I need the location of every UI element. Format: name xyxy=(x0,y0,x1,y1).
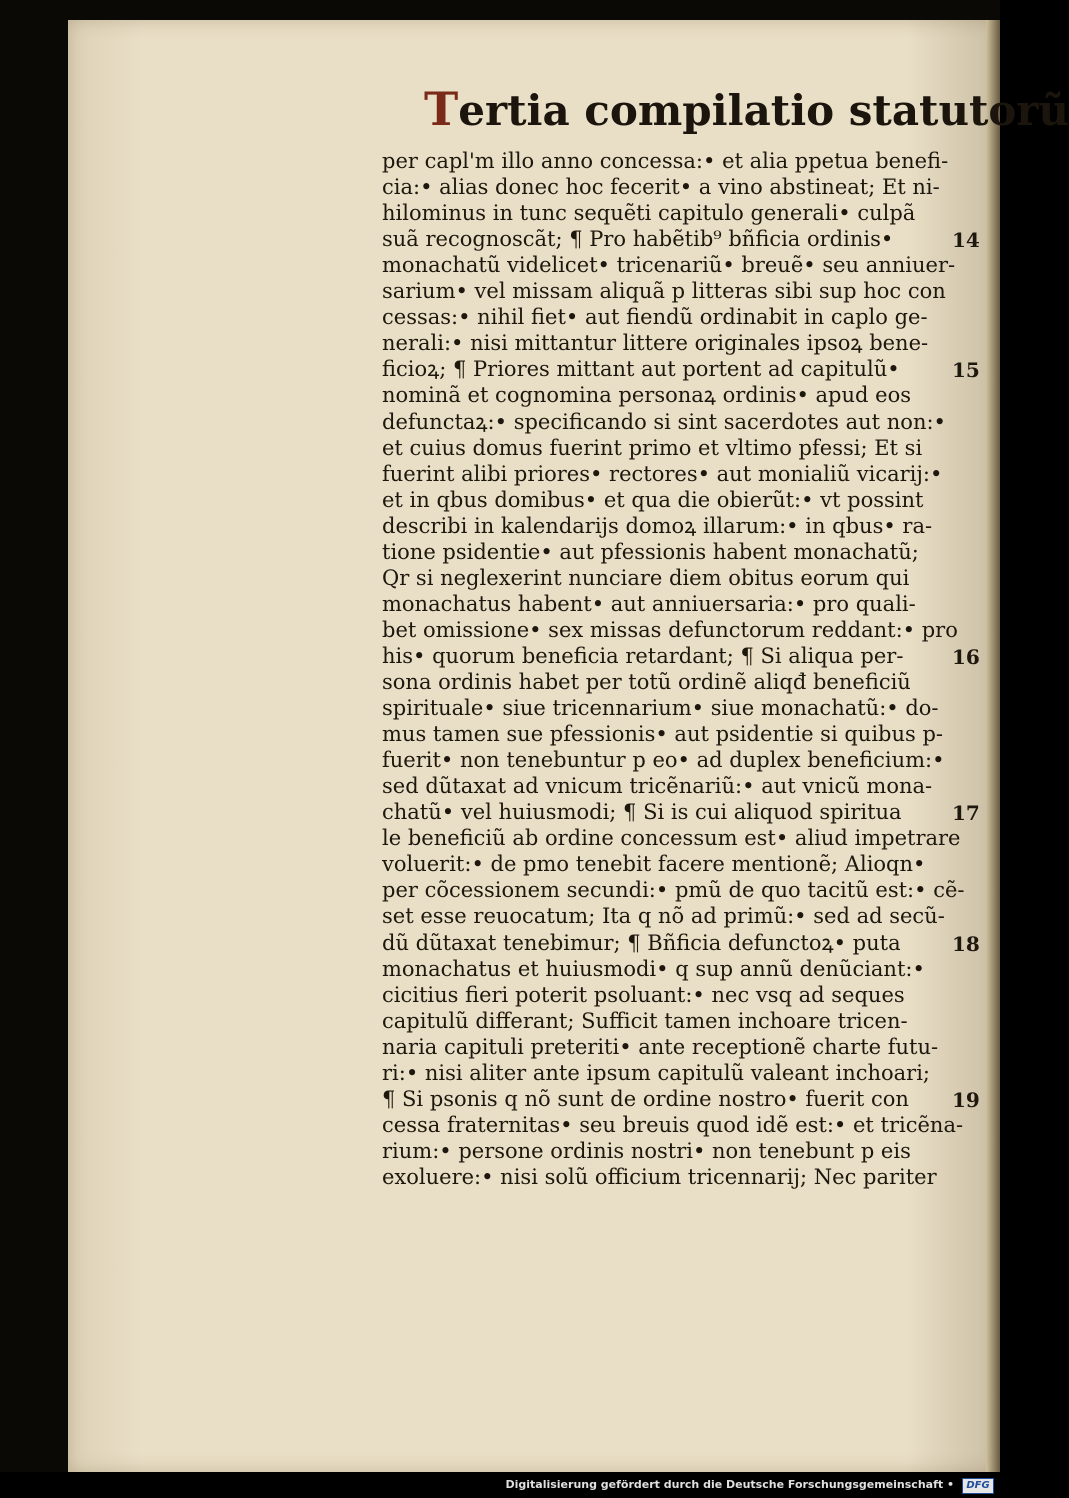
text-line: ri:• nisi aliter ante ipsum capitulũ valeant inchoari; xyxy=(382,1060,930,1085)
marginal-number: 15 xyxy=(952,358,980,383)
text-line: rium:• persone ordinis nostri• non tenebunt p eis xyxy=(382,1138,911,1163)
text-line: Qr si neglexerint nunciare diem obitus eorum qui xyxy=(382,565,910,590)
text-line: sona ordinis habet per totũ ordinẽ aliqđ beneficiũ xyxy=(382,670,911,694)
heading-initial: T xyxy=(424,82,459,136)
text-line: monachatus habent• aut anniuersaria:• pro quali- xyxy=(382,591,916,616)
text-line: cia:• alias donec hoc fecerit• a vino abstineat; Et ni- xyxy=(382,175,940,200)
marginal-number: 19 xyxy=(952,1087,980,1112)
text-line: cessas:• nihil fiet• aut fiendũ ordinabit in caplo ge- xyxy=(382,305,928,330)
page-edge xyxy=(986,20,1000,1472)
marginal-number: 17 xyxy=(952,801,980,826)
text-line: voluerit:• de pmo tenebit facere mentionẽ; Alioqn• xyxy=(382,852,926,877)
text-line: fuerint alibi priores• rectores• aut monialiũ vicarij:• xyxy=(382,461,943,486)
text-line: spirituale• siue tricennarium• siue monachatũ:• do- xyxy=(382,696,939,721)
text-line: et in qbus domibus• et qua die obierũt:• vt possint xyxy=(382,487,924,512)
marginal-number: 16 xyxy=(952,644,980,669)
text-line: monachatũ videlicet• tricenariũ• breuẽ• seu anniuer- xyxy=(382,253,956,278)
text-line: bet omissione• sex missas defunctorum reddant:• pro xyxy=(382,617,958,642)
text-line: exoluere:• nisi solũ officium tricennarij; Nec pariter xyxy=(382,1164,937,1189)
text-line: defunctaꝝ:• specificando si sint sacerdotes aut non:• xyxy=(382,409,946,434)
text-line: ficioꝝ; ¶ Priores mittant aut portent ad capitulũ• xyxy=(382,357,900,382)
footer-bar xyxy=(0,1474,1000,1498)
text-line: per cõcessionem secundi:• pmũ de quo tacitũ est:• cẽ- xyxy=(382,878,965,903)
text-line: capitulũ differant; Sufficit tamen inchoare tricen- xyxy=(382,1008,908,1033)
text-line: ¶ Si psonis q nõ sunt de ordine nostro• fuerit con xyxy=(382,1086,909,1111)
dfg-logo: DFG xyxy=(962,1478,994,1494)
text-line: describi in kalendarijs domoꝝ illarum:• in qbus• ra- xyxy=(382,513,933,538)
text-line: et cuius domus fuerint primo et vltimo pfessi; Et si xyxy=(382,435,923,460)
text-line: hilominus in tunc sequẽti capitulo generali• culpã xyxy=(382,201,916,226)
text-line: per capl'm illo anno concessa:• et alia ppetua benefi- xyxy=(382,149,949,173)
text-line: nerali:• nisi mittantur littere originales ipsoꝝ bene- xyxy=(382,331,929,356)
marginal-number: 14 xyxy=(952,228,980,253)
text-line: monachatus et huiusmodi• q sup annũ denũciant:• xyxy=(382,956,925,981)
text-line: tione psidentie• aut pfessionis habent monachatũ; xyxy=(382,539,919,564)
text-line: cessa fraternitas• seu breuis quod idẽ est:• et tricẽna- xyxy=(382,1112,964,1137)
text-line: nominã et cognomina personaꝝ ordinis• apud eos xyxy=(382,383,911,408)
text-line: cicitius fieri poterit psoluant:• nec vsq ad seques xyxy=(382,982,905,1007)
text-line: chatũ• vel huiusmodi; ¶ Si is cui aliquod spiritua xyxy=(382,800,902,825)
footer-credit: Digitalisierung gefördert durch die Deutsche Forschungsgemeinschaft • xyxy=(505,1478,954,1491)
heading-rest: ertia compilatio statutorũ xyxy=(458,86,1069,135)
text-line: suã recognoscãt; ¶ Pro habẽtib⁹ bñficia ordinis• xyxy=(382,227,894,252)
text-line: le beneficiũ ab ordine concessum est• aliud impetrare xyxy=(382,826,961,851)
text-line: set esse reuocatum; Ita q nõ ad primũ:• sed ad secũ- xyxy=(382,904,945,929)
text-line: mus tamen sue pfessionis• aut psidentie si quibus p- xyxy=(382,722,943,747)
running-heading xyxy=(424,82,1069,136)
text-line: sarium• vel missam aliquã p litteras sibi sup hoc con xyxy=(382,279,946,304)
text-line: dũ dũtaxat tenebimur; ¶ Bñficia defunctoꝝ• puta xyxy=(382,930,901,955)
marginal-number: 18 xyxy=(952,931,980,956)
text-line: sed dũtaxat ad vnicum tricẽnariũ:• aut vnicũ mona- xyxy=(382,774,933,799)
text-line: fuerit• non tenebuntur p eo• ad duplex beneficium:• xyxy=(382,748,945,773)
text-line: his• quorum beneficia retardant; ¶ Si aliqua per- xyxy=(382,643,904,668)
text-line: naria capituli preteriti• ante receptionẽ charte futu- xyxy=(382,1034,939,1059)
